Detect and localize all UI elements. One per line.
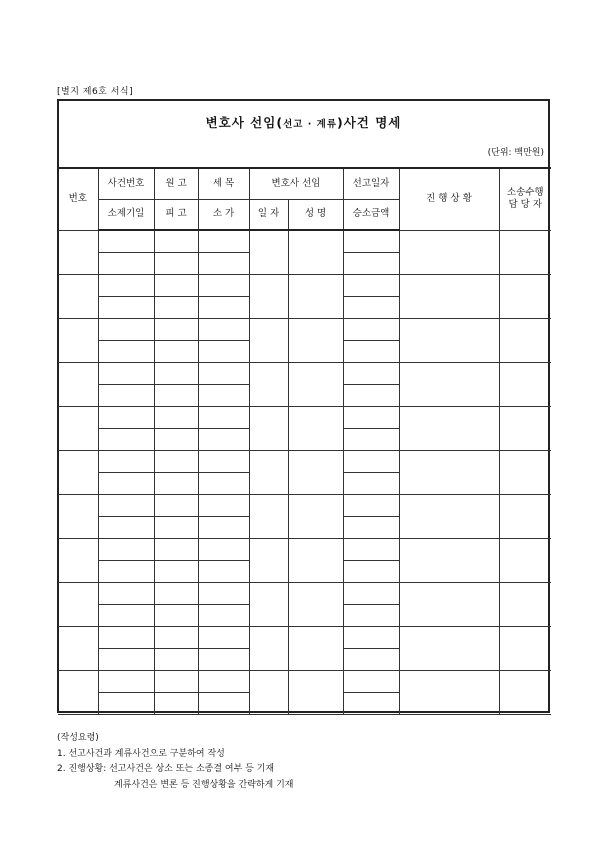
cell-won-amount[interactable] [343, 296, 399, 318]
cell-case-no[interactable] [98, 494, 154, 516]
table-row [58, 494, 551, 516]
cell-case-no[interactable] [98, 230, 154, 252]
cell-subject[interactable] [198, 494, 249, 516]
cell-claim-amount[interactable] [198, 472, 249, 494]
title-part-small: 선고 · 계류 [283, 119, 337, 130]
cell-defendant[interactable] [154, 692, 198, 714]
cell-subject[interactable] [198, 538, 249, 560]
cell-defendant[interactable] [154, 428, 198, 450]
cell-appoint-date[interactable] [249, 626, 288, 670]
cell-appoint-date[interactable] [249, 450, 288, 494]
cell-appoint-name[interactable] [288, 406, 343, 450]
table-row [58, 274, 551, 296]
guide-item-2-continued: 계류사건은 변론 등 진행상황을 간략하게 기재 [114, 779, 294, 790]
cell-appoint-name[interactable] [288, 450, 343, 494]
cell-progress[interactable] [399, 670, 499, 714]
cell-manager[interactable] [499, 494, 551, 538]
cell-plaintiff[interactable] [154, 494, 198, 516]
cell-progress[interactable] [399, 538, 499, 582]
cell-appoint-date[interactable] [249, 274, 288, 318]
cell-defendant[interactable] [154, 648, 198, 670]
cell-no[interactable] [58, 450, 98, 494]
table-row [58, 362, 551, 384]
cell-manager[interactable] [499, 582, 551, 626]
cell-subject[interactable] [198, 582, 249, 604]
cell-claim-amount[interactable] [198, 296, 249, 318]
cell-manager[interactable] [499, 230, 551, 274]
cell-manager[interactable] [499, 450, 551, 494]
header-defendant: 피 고 [154, 199, 198, 230]
cell-claim-amount[interactable] [198, 516, 249, 538]
cell-judgment-date[interactable] [343, 626, 399, 648]
cell-subject[interactable] [198, 230, 249, 252]
cell-judgment-date[interactable] [343, 538, 399, 560]
cell-no[interactable] [58, 494, 98, 538]
cell-manager[interactable] [499, 318, 551, 362]
cell-manager[interactable] [499, 406, 551, 450]
cell-filing-date[interactable] [98, 604, 154, 626]
header-subject: 세 목 [198, 168, 249, 199]
cell-claim-amount[interactable] [198, 340, 249, 362]
table-row [58, 582, 551, 604]
cell-appoint-name[interactable] [288, 362, 343, 406]
form-title [59, 113, 548, 131]
header-manager-line1: 소송수행 [506, 186, 544, 198]
header-lawyer-appointment: 변호사 선임 [249, 168, 343, 199]
cell-judgment-date[interactable] [343, 582, 399, 604]
header-won-amount: 승소금액 [343, 199, 399, 230]
table-row [58, 230, 551, 252]
guide-item-1: 1. 선고사건과 계류사건으로 구분하여 작성 [57, 748, 225, 759]
cell-filing-date[interactable] [98, 340, 154, 362]
cell-defendant[interactable] [154, 604, 198, 626]
cell-appoint-name[interactable] [288, 582, 343, 626]
cell-defendant[interactable] [154, 384, 198, 406]
cell-progress[interactable] [399, 494, 499, 538]
cell-subject[interactable] [198, 670, 249, 692]
cell-appoint-name[interactable] [288, 494, 343, 538]
cell-judgment-date[interactable] [343, 406, 399, 428]
header-progress: 진 행 상 황 [399, 168, 499, 230]
cell-plaintiff[interactable] [154, 450, 198, 472]
header-judgment-date: 선고일자 [343, 168, 399, 199]
cell-no[interactable] [58, 406, 98, 450]
header-manager-line2: 담 당 자 [508, 199, 543, 211]
cell-filing-date[interactable] [98, 692, 154, 714]
table-row [58, 626, 551, 648]
cell-subject[interactable] [198, 406, 249, 428]
cell-judgment-date[interactable] [343, 274, 399, 296]
title-part-a: 변호사 선임( [205, 115, 284, 130]
cell-appoint-date[interactable] [249, 230, 288, 274]
header-appoint-date: 일 자 [249, 199, 288, 230]
header-appoint-name: 성 명 [288, 199, 343, 230]
cell-defendant[interactable] [154, 296, 198, 318]
cell-defendant[interactable] [154, 560, 198, 582]
cell-judgment-date[interactable] [343, 494, 399, 516]
cell-plaintiff[interactable] [154, 406, 198, 428]
cell-appoint-name[interactable] [288, 670, 343, 714]
cell-filing-date[interactable] [98, 252, 154, 274]
cell-claim-amount[interactable] [198, 560, 249, 582]
cell-appoint-name[interactable] [288, 230, 343, 274]
cell-progress[interactable] [399, 626, 499, 670]
cell-case-no[interactable] [98, 670, 154, 692]
header-filing-date: 소제기일 [98, 199, 154, 230]
cell-defendant[interactable] [154, 252, 198, 274]
cell-plaintiff[interactable] [154, 318, 198, 340]
cell-no[interactable] [58, 626, 98, 670]
cell-appoint-date[interactable] [249, 538, 288, 582]
header-manager [499, 168, 551, 230]
cell-claim-amount[interactable] [198, 692, 249, 714]
cell-case-no[interactable] [98, 450, 154, 472]
cell-no[interactable] [58, 538, 98, 582]
cell-judgment-date[interactable] [343, 318, 399, 340]
cell-won-amount[interactable] [343, 384, 399, 406]
unit-label: (단위: 백만원) [487, 148, 544, 158]
cell-no[interactable] [58, 582, 98, 626]
cell-plaintiff[interactable] [154, 538, 198, 560]
table-row [58, 318, 551, 340]
cell-claim-amount[interactable] [198, 428, 249, 450]
cell-appoint-date[interactable] [249, 318, 288, 362]
cell-claim-amount[interactable] [198, 252, 249, 274]
form-container [57, 99, 550, 713]
cell-appoint-date[interactable] [249, 582, 288, 626]
cell-no[interactable] [58, 274, 98, 318]
cell-claim-amount[interactable] [198, 384, 249, 406]
cell-manager[interactable] [499, 362, 551, 406]
cell-manager[interactable] [499, 274, 551, 318]
cell-filing-date[interactable] [98, 516, 154, 538]
cell-won-amount[interactable] [343, 428, 399, 450]
cell-no[interactable] [58, 318, 98, 362]
table-row [58, 670, 551, 692]
header-case-no: 사건번호 [98, 168, 154, 199]
cell-no[interactable] [58, 230, 98, 274]
cell-manager[interactable] [499, 538, 551, 582]
cell-plaintiff[interactable] [154, 230, 198, 252]
cell-won-amount[interactable] [343, 472, 399, 494]
cell-judgment-date[interactable] [343, 450, 399, 472]
cell-won-amount[interactable] [343, 252, 399, 274]
cell-judgment-date[interactable] [343, 230, 399, 252]
cell-appoint-date[interactable] [249, 494, 288, 538]
cell-claim-amount[interactable] [198, 648, 249, 670]
cell-defendant[interactable] [154, 516, 198, 538]
cell-subject[interactable] [198, 274, 249, 296]
header-row-top [58, 168, 551, 199]
cell-appoint-date[interactable] [249, 406, 288, 450]
cell-progress[interactable] [399, 406, 499, 450]
cell-won-amount[interactable] [343, 560, 399, 582]
cell-filing-date[interactable] [98, 428, 154, 450]
cell-defendant[interactable] [154, 340, 198, 362]
header-claim-amount: 소 가 [198, 199, 249, 230]
table-row [58, 538, 551, 560]
header-plaintiff: 원 고 [154, 168, 198, 199]
table-row [58, 450, 551, 472]
header-no: 번호 [58, 168, 98, 230]
cell-progress[interactable] [399, 362, 499, 406]
cell-appoint-name[interactable] [288, 538, 343, 582]
cell-manager[interactable] [499, 626, 551, 670]
cell-subject[interactable] [198, 318, 249, 340]
cell-appoint-name[interactable] [288, 274, 343, 318]
cell-case-no[interactable] [98, 626, 154, 648]
cell-filing-date[interactable] [98, 560, 154, 582]
case-table [58, 167, 551, 715]
cell-manager[interactable] [499, 670, 551, 714]
guide-item-2: 2. 진행상황: 선고사건은 상소 또는 소종결 여부 등 기재 [57, 764, 275, 774]
guide-heading: (작성요령) [57, 733, 99, 743]
cell-won-amount[interactable] [343, 340, 399, 362]
form-number-label: [별지 제6호 서식] [57, 87, 134, 97]
cell-judgment-date[interactable] [343, 362, 399, 384]
cell-subject[interactable] [198, 362, 249, 384]
cell-filing-date[interactable] [98, 384, 154, 406]
cell-filing-date[interactable] [98, 648, 154, 670]
cell-case-no[interactable] [98, 406, 154, 428]
cell-progress[interactable] [399, 318, 499, 362]
cell-claim-amount[interactable] [198, 604, 249, 626]
title-part-b: )사건 명세 [337, 115, 402, 130]
cell-defendant[interactable] [154, 472, 198, 494]
cell-case-no[interactable] [98, 362, 154, 384]
cell-appoint-date[interactable] [249, 362, 288, 406]
writing-guide [57, 731, 294, 793]
cell-no[interactable] [58, 670, 98, 714]
cell-filing-date[interactable] [98, 472, 154, 494]
cell-filing-date[interactable] [98, 296, 154, 318]
cell-case-no[interactable] [98, 318, 154, 340]
cell-appoint-date[interactable] [249, 670, 288, 714]
cell-judgment-date[interactable] [343, 670, 399, 692]
cell-progress[interactable] [399, 274, 499, 318]
cell-subject[interactable] [198, 450, 249, 472]
cell-appoint-name[interactable] [288, 626, 343, 670]
cell-case-no[interactable] [98, 538, 154, 560]
cell-case-no[interactable] [98, 582, 154, 604]
cell-no[interactable] [58, 362, 98, 406]
cell-plaintiff[interactable] [154, 362, 198, 384]
cell-won-amount[interactable] [343, 692, 399, 714]
cell-subject[interactable] [198, 626, 249, 648]
cell-progress[interactable] [399, 450, 499, 494]
cell-plaintiff[interactable] [154, 626, 198, 648]
cell-won-amount[interactable] [343, 516, 399, 538]
cell-plaintiff[interactable] [154, 274, 198, 296]
cell-progress[interactable] [399, 230, 499, 274]
cell-appoint-name[interactable] [288, 318, 343, 362]
cell-case-no[interactable] [98, 274, 154, 296]
cell-plaintiff[interactable] [154, 670, 198, 692]
table-row [58, 406, 551, 428]
cell-won-amount[interactable] [343, 604, 399, 626]
cell-progress[interactable] [399, 582, 499, 626]
cell-plaintiff[interactable] [154, 582, 198, 604]
cell-won-amount[interactable] [343, 648, 399, 670]
